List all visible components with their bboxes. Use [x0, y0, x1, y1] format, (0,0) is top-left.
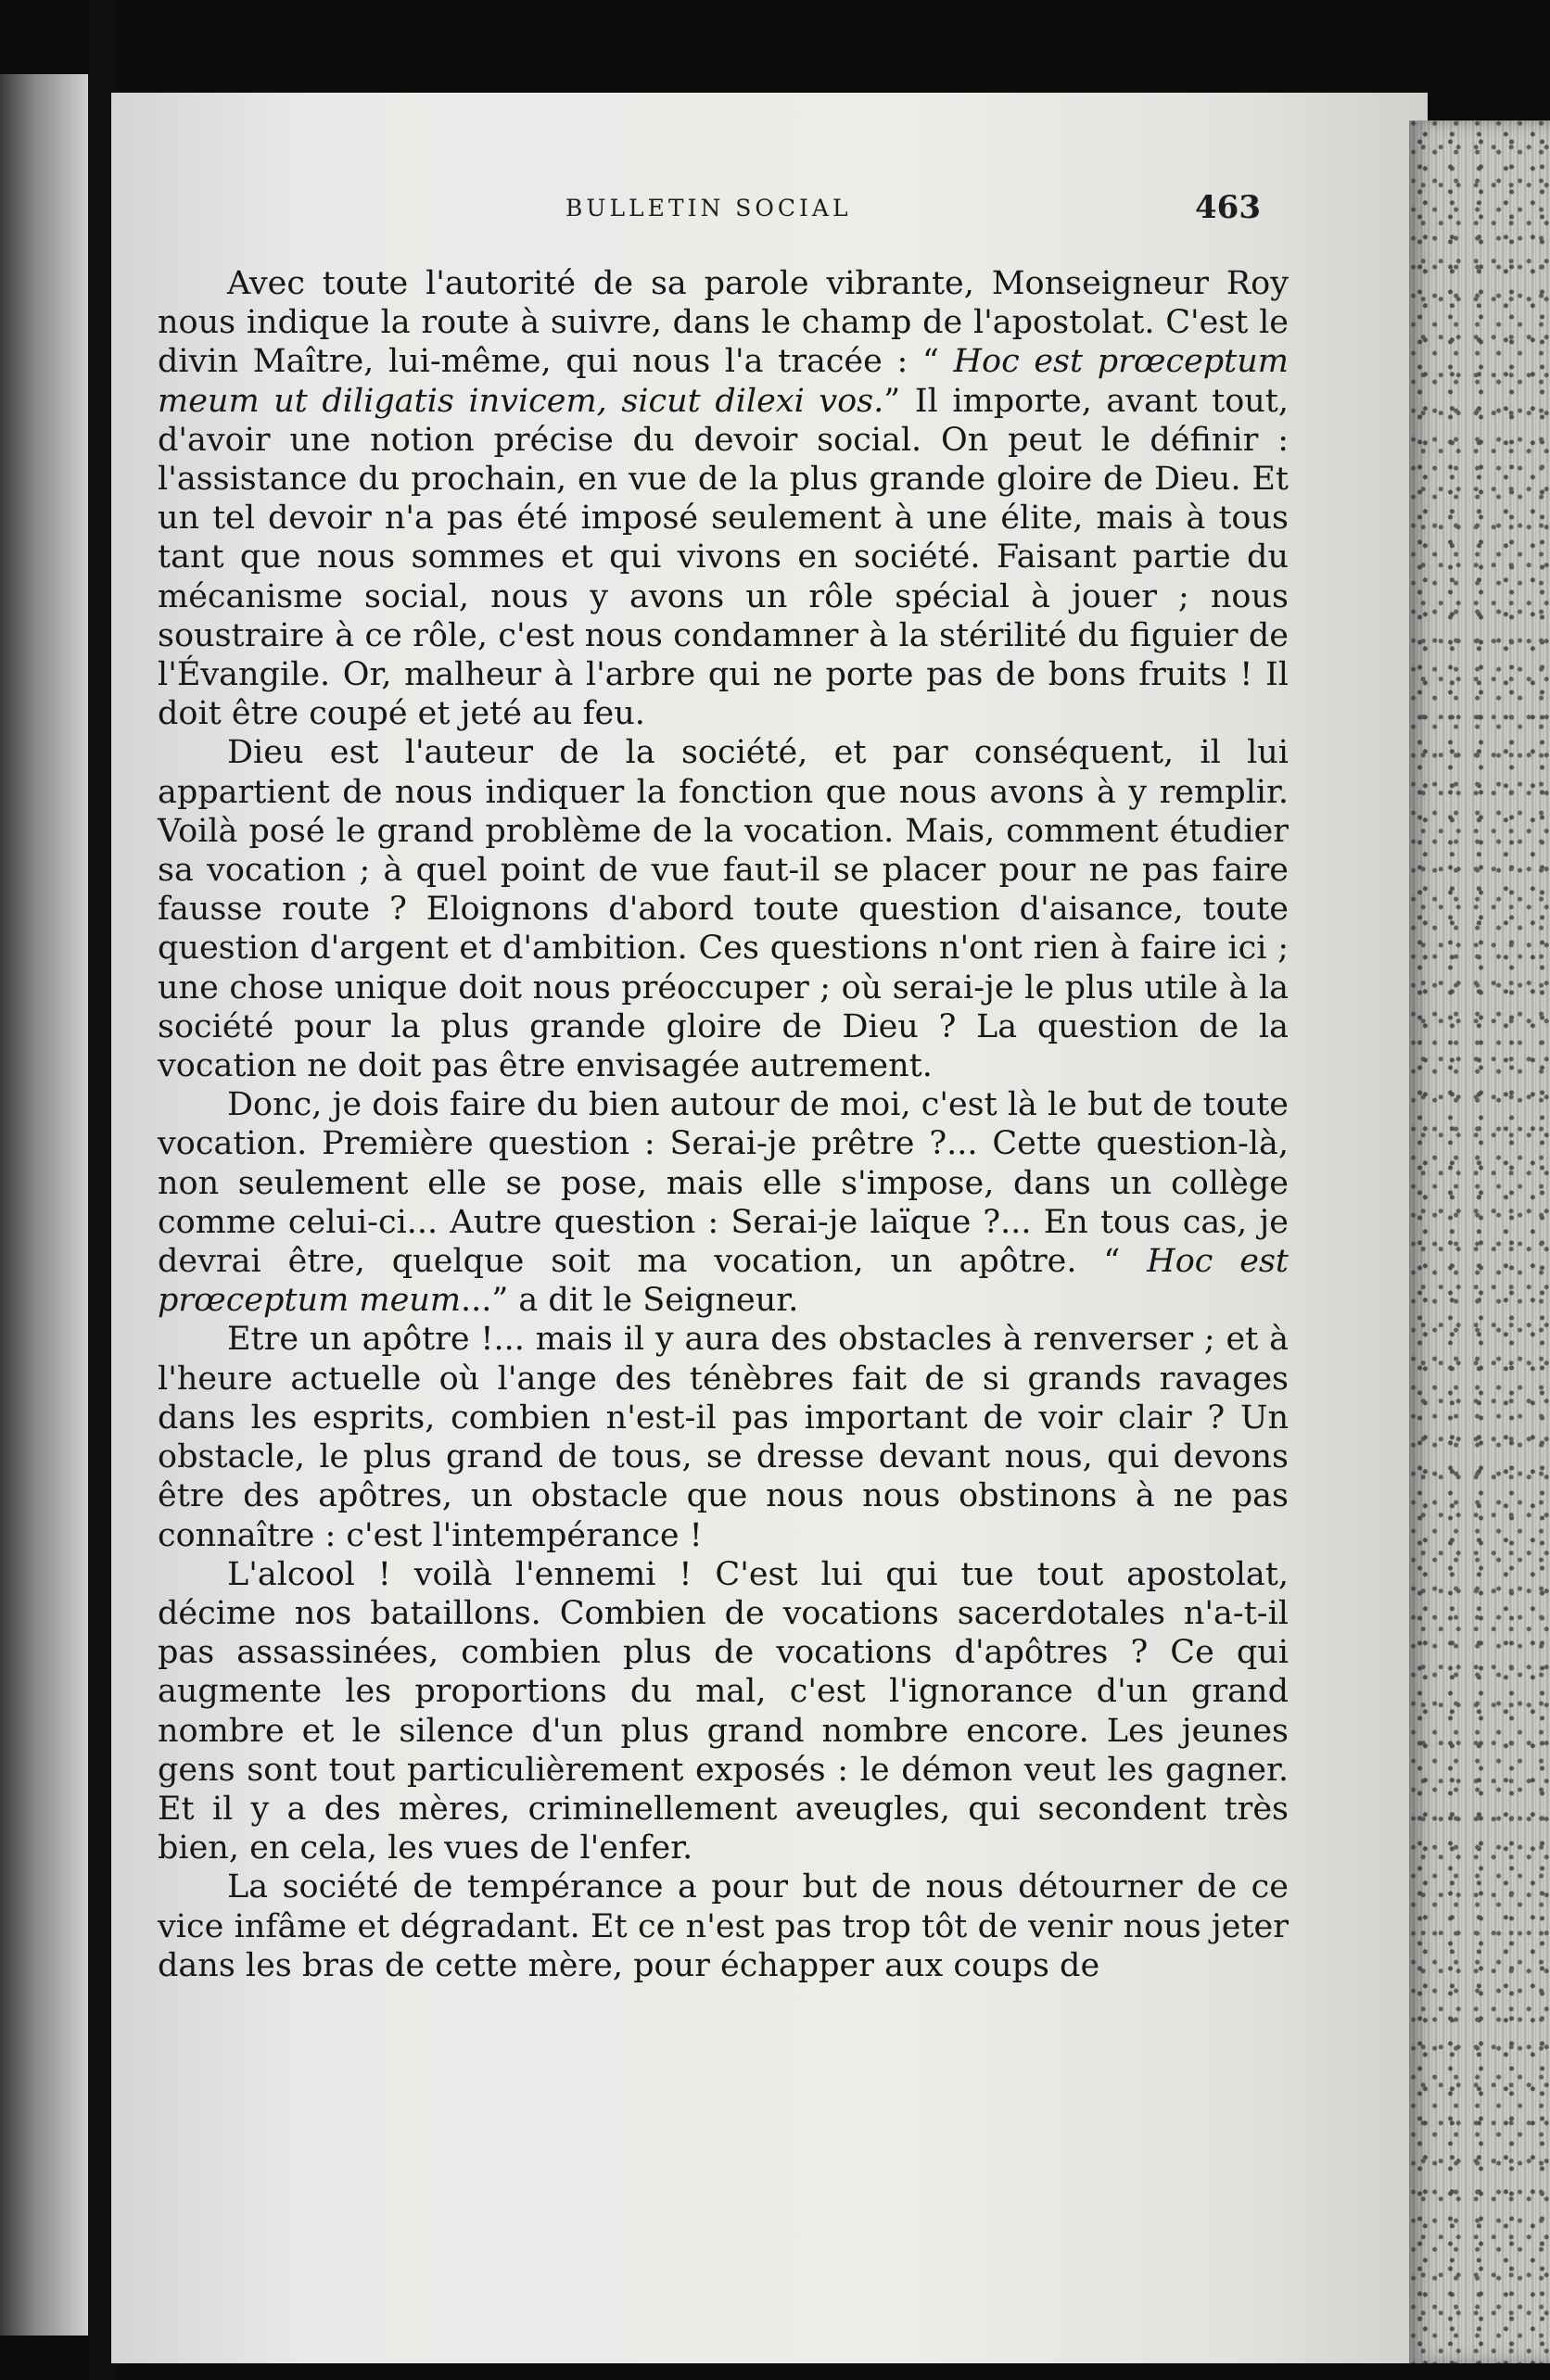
paragraph-text: L'alcool ! voilà l'ennemi ! C'est lui qui tue tout apostolat, décime nos bataillons. Combien de vocations sacerdotales n'a-t-il pas assassinées, combien plus de vocations d'apôtres ? Ce qui augmente les proportions du mal, c'est l'ignorance d'un grand nombre et le silence d'un plus grand nombre encore. Les jeunes gens sont tout particulièrement exposés : le démon veut les gagner. Et il y a des mères, criminellement aveugles, qui secondent très bien, en cela, les vues de l'enfer. [158, 1555, 1289, 1867]
page-header [148, 189, 1298, 250]
paragraph-text: ...” a dit le Seigneur. [461, 1282, 799, 1320]
page-stack-edges [1409, 120, 1550, 2363]
paragraph-text: La société de tempérance a pour but de nous détourner de ce vice infâme et dégradant. Et ce n'est pas trop tôt de venir nous jeter dans les bras de cette mère, pour échapper aux coups de [158, 1868, 1289, 1984]
left-page-edge [0, 74, 88, 2336]
paragraph [158, 1555, 1289, 1868]
paragraph [158, 733, 1289, 1085]
running-head: BULLETIN SOCIAL [565, 195, 852, 222]
latin-quote: Hoc est prœceptum meum [158, 1243, 1289, 1320]
paragraph-text: Donc, je dois faire du bien autour de moi, c'est là le but de toute vocation. Première question : Serai-je prêtre ?... Cette question-là, non seulement elle se pose, mais elle s'impose, dans un collège comme celui-ci... Autre question : Serai-je laïque ?... En tous cas, je devrai être, quelque soit ma vocation, un apôtre. “ [158, 1086, 1289, 1281]
paragraph [158, 1085, 1289, 1320]
paragraph [158, 1320, 1289, 1554]
body-text [158, 264, 1289, 1985]
latin-quote: Hoc est prœceptum meum ut diligatis invicem, sicut dilexi vos. [158, 343, 1289, 420]
paragraph-text: Dieu est l'auteur de la société, et par conséquent, il lui appartient de nous indiquer la fonction que nous avons à y remplir. Voilà posé le grand problème de la vocation. Mais, comment étudier sa vocation ; à quel point de vue faut-il se placer pour ne pas faire fausse route ? Eloignons d'abord toute question d'aisance, toute question d'argent et d'ambition. Ces questions n'ont rien à faire ici ; une chose unique doit nous préoccuper ; où serai-je le plus utile à la société pour la plus grande gloire de Dieu ? La question de la vocation ne doit pas être envisagée autrement. [158, 734, 1289, 1085]
paragraph-text: Etre un apôtre !... mais il y aura des obstacles à renverser ; et à l'heure actuelle où l'ange des ténèbres fait de si grands ravages dans les esprits, combien n'est-il pas important de voir clair ? Un obstacle, le plus grand de tous, se dresse devant nous, qui devons être des apôtres, un obstacle que nous nous obstinons à ne pas connaître : c'est l'intempérance ! [158, 1321, 1289, 1554]
page-number: 463 [1195, 189, 1261, 226]
paragraph-text: Avec toute l'autorité de sa parole vibrante, Monseigneur Roy nous indique la route à suivre, dans le champ de l'apostolat. C'est le divin Maître, lui-même, qui nous l'a tracée : “ [158, 265, 1289, 381]
paragraph [158, 1867, 1289, 1985]
paragraph-text: ” Il importe, avant tout, d'avoir une notion précise du devoir social. On peut le définir : l'assistance du prochain, en vue de la plus grande gloire de Dieu. Et un tel devoir n'a pas été imposé seulement à une élite, mais à tous tant que nous sommes et qui vivons en société. Faisant partie du mécanisme social, nous y avons un rôle spécial à jouer ; nous soustraire à ce rôle, c'est nous condamner à la stérilité du figuier de l'Évangile. Or, malheur à l'arbre qui ne porte pas de bons fruits ! Il doit être coupé et jeté au feu. [158, 382, 1289, 733]
paragraph [158, 264, 1289, 733]
